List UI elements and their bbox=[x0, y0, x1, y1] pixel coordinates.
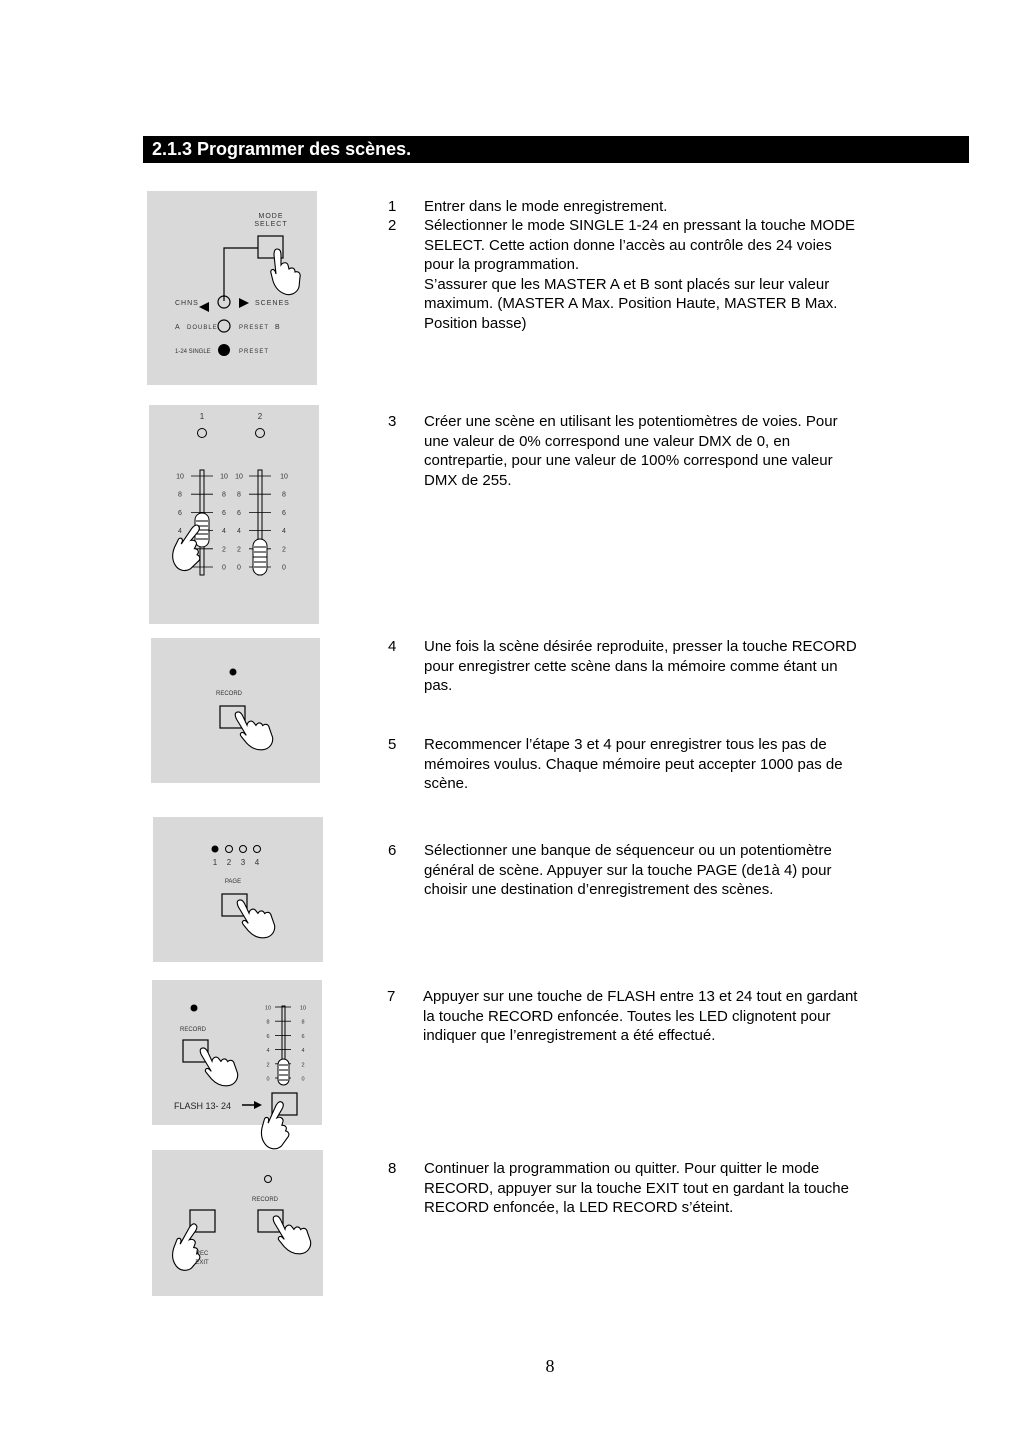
scale-label: 4 bbox=[237, 528, 241, 536]
scale-label: 6 bbox=[237, 509, 241, 517]
page-number: 8 bbox=[545, 1356, 555, 1376]
step-number: 5 bbox=[388, 736, 397, 753]
scale-label: 8 bbox=[237, 491, 241, 499]
figure-flash bbox=[152, 980, 322, 1125]
scale-label: 10 bbox=[176, 473, 184, 481]
step-line: Sélectionner le mode SINGLE 1-24 en pressant la touche MODE bbox=[424, 217, 856, 234]
led-channel-2 bbox=[256, 429, 265, 438]
step-number: 6 bbox=[388, 842, 397, 859]
scale-label: 6 bbox=[266, 1033, 270, 1040]
scale-label: 0 bbox=[266, 1076, 270, 1083]
scale-label: 10 bbox=[220, 473, 228, 481]
step-line: pas. bbox=[424, 677, 453, 694]
scale-label: 2 bbox=[282, 546, 286, 554]
page-diagram bbox=[153, 817, 323, 962]
hand-icon bbox=[271, 249, 300, 295]
hand-icon bbox=[231, 703, 277, 757]
figure-exit bbox=[152, 1150, 323, 1296]
record-led bbox=[230, 669, 237, 676]
hand-icon bbox=[233, 891, 279, 945]
step-line: Créer une scène en utilisant les potentiomètres de voies. Pour bbox=[424, 413, 838, 430]
preset-label: PRESET bbox=[239, 325, 270, 331]
hand-icon bbox=[269, 1207, 315, 1261]
step-text bbox=[424, 1159, 944, 1218]
scale-label: 6 bbox=[178, 509, 182, 517]
scale-label: 8 bbox=[178, 491, 182, 499]
scale-label: 0 bbox=[237, 564, 241, 572]
scale-label: 0 bbox=[222, 564, 226, 572]
right-arrow-icon bbox=[254, 1101, 262, 1109]
connector-line bbox=[224, 248, 258, 301]
led-channel-1 bbox=[198, 429, 207, 438]
step-line: pour enregistrer cette scène dans la mémoire comme étant un bbox=[424, 657, 838, 675]
scale-label: 4 bbox=[222, 528, 226, 536]
step-number: 1 bbox=[388, 198, 397, 215]
figure-page bbox=[153, 817, 323, 962]
exit-diagram bbox=[152, 1150, 323, 1296]
scale-label: 6 bbox=[222, 509, 226, 517]
left-arrow-icon bbox=[199, 302, 209, 312]
step-line: Recommencer l’étape 3 et 4 pour enregistrer tous les pas de bbox=[424, 736, 827, 753]
preset2-label: PRESET bbox=[239, 349, 270, 355]
scale-label: 8 bbox=[282, 491, 286, 499]
faders-diagram bbox=[149, 405, 319, 624]
step-line: pour la programmation. bbox=[424, 256, 580, 273]
step-line: général de scène. Appuyer sur la touche PAGE (de1à 4) pour bbox=[424, 861, 832, 879]
led-double bbox=[218, 320, 230, 332]
scale-label: 10 bbox=[235, 473, 243, 481]
exit-record-led bbox=[265, 1176, 272, 1183]
step-line: Position basse) bbox=[424, 314, 527, 332]
exit-record-label: RECORD bbox=[251, 1197, 279, 1203]
mode-select-label-2: SELECT bbox=[254, 221, 288, 228]
step-line: contrepartie, pour une valeur de 100% correspond une valeur bbox=[424, 452, 833, 469]
flash-fader-knob bbox=[278, 1059, 289, 1085]
channel-2-label: 2 bbox=[257, 412, 263, 421]
page-num-1: 1 bbox=[212, 858, 218, 867]
hand-icon bbox=[164, 1221, 214, 1275]
fader-2-knob bbox=[253, 539, 267, 575]
scale-label: 0 bbox=[282, 564, 286, 572]
step-text bbox=[424, 412, 944, 490]
flash-record-label: RECORD bbox=[180, 1027, 207, 1033]
right-arrow-icon bbox=[239, 298, 249, 308]
scale-label: 4 bbox=[282, 528, 286, 536]
step-line: RECORD enfoncée, la LED RECORD s’éteint. bbox=[424, 1199, 734, 1216]
record-label: RECORD bbox=[215, 691, 243, 697]
scale-label: 0 bbox=[301, 1076, 305, 1083]
step-text bbox=[424, 841, 944, 900]
scale-label: 4 bbox=[301, 1048, 305, 1055]
step-text bbox=[424, 735, 944, 794]
hand-icon bbox=[253, 1099, 301, 1153]
step-number: 4 bbox=[388, 638, 397, 655]
page-led-4 bbox=[254, 846, 261, 853]
flash-record-led bbox=[191, 1005, 198, 1012]
page-led-2 bbox=[226, 846, 233, 853]
rec-exit-label-1: REC bbox=[195, 1251, 209, 1257]
mode-select-label-1: MODE bbox=[258, 213, 284, 220]
single-label: 1-24 SINGLE bbox=[175, 349, 211, 355]
step-line: la touche RECORD enfoncée. Toutes les LED clignotent pour bbox=[423, 1007, 831, 1025]
step-line: scène. bbox=[424, 775, 469, 792]
scale-label: 10 bbox=[299, 1005, 307, 1012]
step-number: 3 bbox=[388, 413, 397, 430]
b-label: B bbox=[275, 324, 280, 331]
step-line: Sélectionner une banque de séquenceur ou un potentiomètre bbox=[424, 842, 832, 859]
page-led-1 bbox=[212, 846, 219, 853]
scale-label: 4 bbox=[266, 1048, 270, 1055]
scale-label: 6 bbox=[282, 509, 286, 517]
scale-label: 2 bbox=[266, 1062, 270, 1069]
page-num-4: 4 bbox=[254, 858, 260, 867]
step-line: une valeur de 0% correspond une valeur DMX de 0, en bbox=[424, 432, 791, 450]
scale-label: 2 bbox=[237, 546, 241, 554]
page-num-2: 2 bbox=[226, 858, 232, 867]
page-num-3: 3 bbox=[240, 858, 246, 867]
a-label: A bbox=[175, 324, 180, 331]
channel-1-label: 1 bbox=[199, 412, 205, 421]
mode-select-diagram bbox=[147, 191, 317, 385]
scale-label: 2 bbox=[301, 1062, 305, 1069]
step-line: choisir une destination d’enregistrement des scènes. bbox=[424, 881, 774, 898]
double-label: DOUBLE bbox=[187, 325, 218, 331]
scale-label: 8 bbox=[266, 1019, 270, 1026]
hand-icon bbox=[196, 1039, 242, 1093]
scale-label: 4 bbox=[178, 528, 182, 536]
figure-record bbox=[151, 638, 320, 783]
chns-label: CHNS bbox=[175, 300, 199, 307]
scenes-label: SCENES bbox=[255, 300, 290, 307]
scale-label: 2 bbox=[222, 546, 226, 554]
scale-label: 6 bbox=[301, 1033, 305, 1040]
scale-label: 10 bbox=[264, 1005, 272, 1012]
step-line: RECORD, appuyer sur la touche EXIT tout en gardant la touche bbox=[424, 1179, 849, 1197]
flash-label: FLASH 13- 24 bbox=[174, 1101, 232, 1111]
step-text bbox=[423, 987, 943, 1046]
step-line: mémoires voulus. Chaque mémoire peut accepter 1000 pas de bbox=[424, 755, 843, 773]
record-diagram bbox=[151, 638, 320, 783]
figure-mode-select bbox=[147, 191, 317, 385]
step-line: Appuyer sur une touche de FLASH entre 13 et 24 tout en gardant bbox=[423, 988, 858, 1005]
step-line: SELECT. Cette action donne l’accès au contrôle des 24 voies bbox=[424, 236, 832, 254]
scale-label: 8 bbox=[222, 491, 226, 499]
step-line: Entrer dans le mode enregistrement. bbox=[424, 198, 668, 215]
step-line: maximum. (MASTER A Max. Position Haute, MASTER B Max. bbox=[424, 295, 838, 312]
step-text bbox=[424, 637, 944, 696]
step-number: 7 bbox=[387, 988, 396, 1005]
figure-faders bbox=[149, 405, 319, 624]
step-line: indiquer que l’enregistrement a été effectué. bbox=[423, 1027, 716, 1044]
page-led-3 bbox=[240, 846, 247, 853]
step-text bbox=[424, 197, 944, 217]
rec-exit-label-2: EXIT bbox=[195, 1260, 209, 1266]
step-text bbox=[424, 216, 944, 333]
flash-diagram bbox=[152, 980, 322, 1140]
page-label: PAGE bbox=[224, 879, 242, 885]
step-number: 2 bbox=[388, 217, 397, 234]
scale-label: 10 bbox=[280, 473, 288, 481]
step-number: 8 bbox=[388, 1160, 397, 1177]
scale-label: 8 bbox=[301, 1019, 305, 1026]
step-line: DMX de 255. bbox=[424, 471, 512, 489]
step-line: Une fois la scène désirée reproduite, presser la touche RECORD bbox=[424, 638, 857, 655]
step-line: Continuer la programmation ou quitter. Pour quitter le mode bbox=[424, 1160, 820, 1177]
step-line: S’assurer que les MASTER A et B sont placés sur leur valeur bbox=[424, 275, 830, 293]
section-title: 2.1.3 Programmer des scènes. bbox=[152, 139, 412, 159]
led-single bbox=[218, 344, 230, 356]
